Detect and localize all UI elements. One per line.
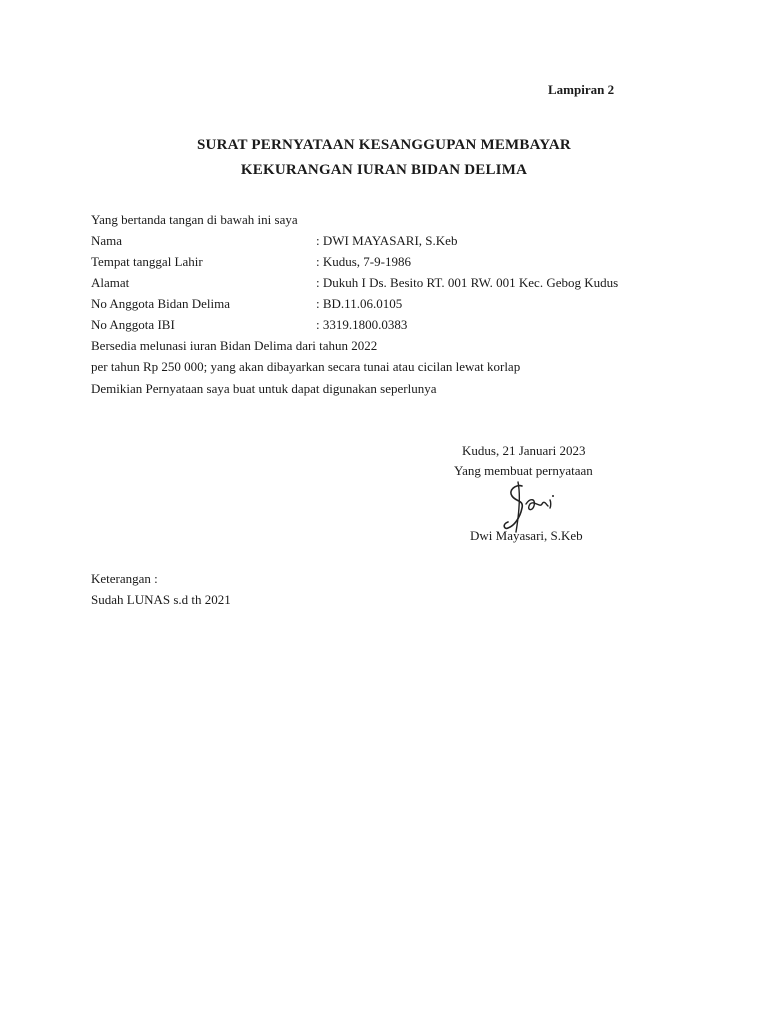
field-label-address: Alamat: [91, 275, 130, 290]
sign-place-date: Kudus, 21 Januari 2023: [462, 443, 586, 458]
sign-role: Yang membuat pernyataan: [454, 463, 593, 478]
document-title-line-2: KEKURANGAN IURAN BIDAN DELIMA: [240, 162, 528, 178]
signer-name: Dwi Mayasari, S.Keb: [470, 528, 583, 543]
notes-text: Sudah LUNAS s.d th 2021: [91, 592, 231, 607]
field-value-bidan-delima-number: : BD.11.06.0105: [316, 296, 403, 311]
statement-line-1: Bersedia melunasi iuran Bidan Delima dari tahun 2022: [91, 338, 378, 353]
field-value-ibi-number: : 3319.1800.0383: [316, 317, 408, 332]
document-title-line-1: SURAT PERNYATAAN KESANGGUPAN MEMBAYAR: [197, 137, 571, 153]
field-label-ibi-number: No Anggota IBI: [91, 317, 175, 332]
notes-label: Keterangan :: [91, 571, 158, 586]
handwritten-signature: [498, 478, 562, 534]
statement-line-3: Demikian Pernyataan saya buat untuk dapat digunakan seperlunya: [91, 381, 437, 396]
field-value-name: : DWI MAYASARI, S.Keb: [316, 233, 458, 248]
attachment-label: Lampiran 2: [548, 82, 615, 97]
intro-text: Yang bertanda tangan di bawah ini saya: [91, 212, 298, 227]
field-label-name: Nama: [91, 233, 123, 248]
field-label-bidan-delima-number: No Anggota Bidan Delima: [91, 296, 231, 311]
field-value-birth: : Kudus, 7-9-1986: [316, 254, 411, 269]
statement-line-2: per tahun Rp 250 000; yang akan dibayarkan secara tunai atau cicilan lewat korlap: [91, 359, 521, 374]
field-value-address: : Dukuh I Ds. Besito RT. 001 RW. 001 Kec. Gebog Kudus: [316, 275, 619, 290]
field-label-birth: Tempat tanggal Lahir: [91, 254, 203, 269]
